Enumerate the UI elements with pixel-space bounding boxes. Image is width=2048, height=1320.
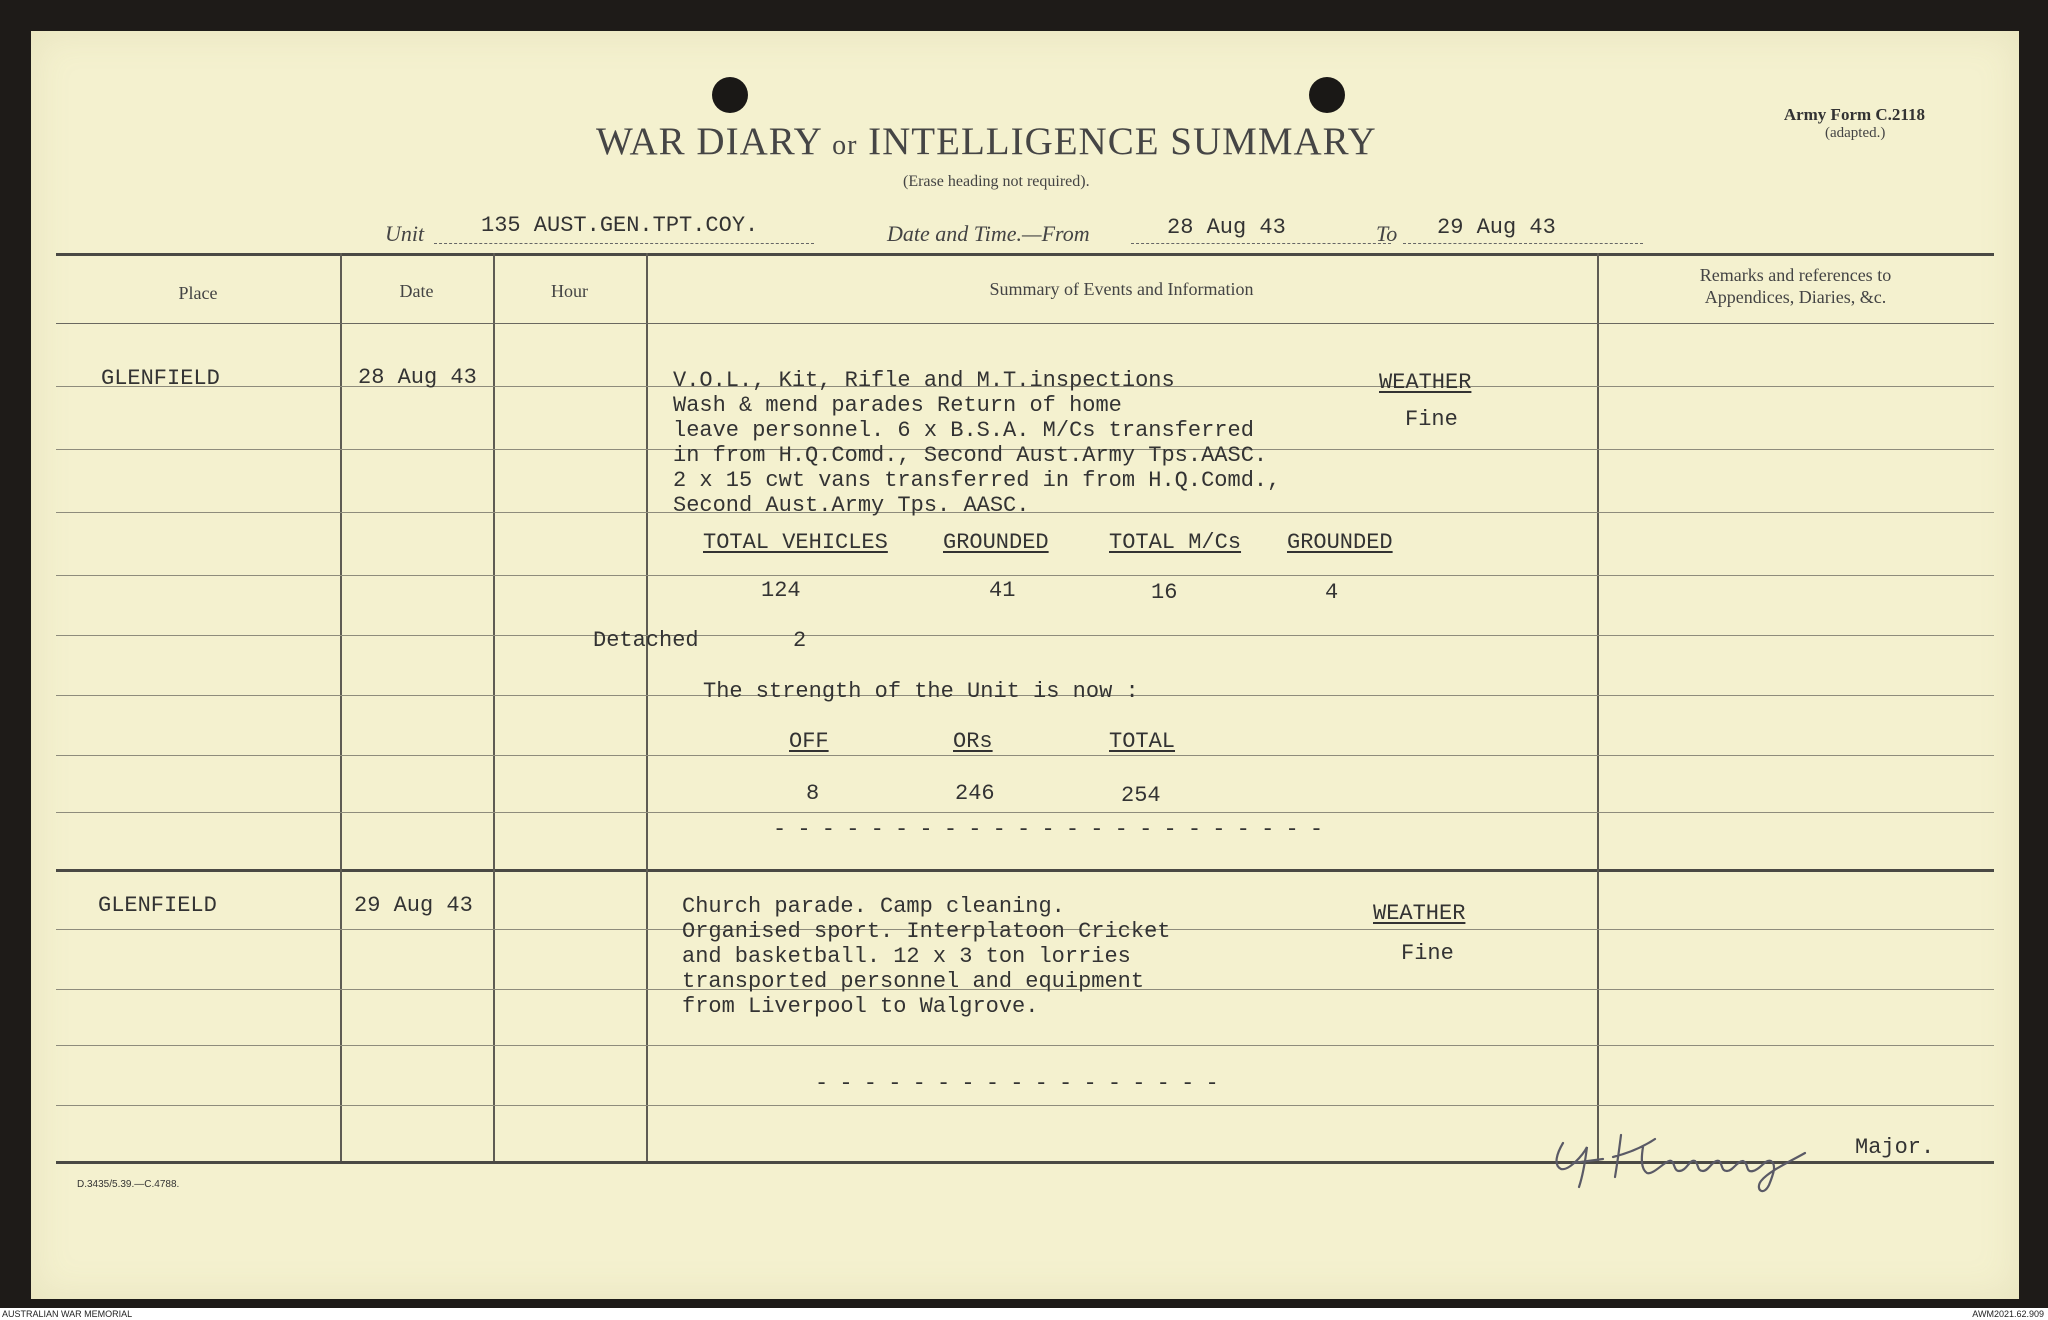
punch-hole-left bbox=[712, 77, 748, 113]
column-header-date: Date bbox=[399, 281, 434, 301]
strength-statement: The strength of the Unit is now : bbox=[703, 679, 1139, 704]
entry2-line: Organised sport. Interplatoon Cricket bbox=[682, 919, 1171, 944]
date-time-label: Date and Time.—From bbox=[887, 221, 1090, 246]
column-divider-date bbox=[493, 253, 495, 1161]
entry2-summary-text bbox=[682, 894, 1170, 1019]
motorcycles-total-header: TOTAL M/Cs bbox=[1109, 530, 1242, 555]
date-to-value: 29 Aug 43 bbox=[1437, 215, 1556, 240]
vehicles-total-header: TOTAL VEHICLES bbox=[703, 530, 888, 555]
entry2-line: transported personnel and equipment bbox=[682, 969, 1145, 994]
unit-value: 135 AUST.GEN.TPT.COY. bbox=[481, 213, 759, 238]
vehicles-grounded-header: GROUNDED bbox=[943, 530, 1049, 555]
vehicles-total-value: 124 bbox=[761, 578, 801, 603]
strength-ors-header: ORs bbox=[953, 729, 993, 754]
entry2-weather-label: WEATHER bbox=[1373, 901, 1466, 926]
signature-rank: Major. bbox=[1855, 1135, 1935, 1160]
entry1-place: GLENFIELD bbox=[101, 366, 220, 391]
strength-total-value: 254 bbox=[1121, 783, 1161, 808]
erase-heading-note: (Erase heading not required). bbox=[903, 173, 1090, 190]
strength-ors-value: 246 bbox=[955, 781, 995, 806]
form-print-code: D.3435/5.39.—C.4788. bbox=[77, 1179, 180, 1190]
date-from-value: 28 Aug 43 bbox=[1167, 215, 1286, 240]
entry2-weather-value: Fine bbox=[1401, 941, 1454, 966]
war-diary-sheet bbox=[31, 31, 2019, 1299]
table-middle-border bbox=[56, 869, 1994, 872]
motorcycles-total-value: 16 bbox=[1151, 580, 1178, 605]
strength-officers-header: OFF bbox=[789, 729, 829, 754]
title-or: or bbox=[832, 130, 858, 161]
motorcycles-grounded-value: 4 bbox=[1325, 580, 1339, 605]
column-divider-place bbox=[340, 253, 342, 1161]
entry2-line: from Liverpool to Walgrove. bbox=[682, 994, 1039, 1019]
entry2-separator: - - - - - - - - - - - - - - - - - bbox=[815, 1071, 1218, 1096]
entry1-weather-value: Fine bbox=[1405, 407, 1458, 432]
column-divider-hour bbox=[646, 253, 648, 1161]
title-war-diary: WAR DIARY bbox=[596, 120, 822, 163]
punch-hole-right bbox=[1309, 77, 1345, 113]
page-title bbox=[596, 119, 1377, 164]
entry1-separator: - - - - - - - - - - - - - - - - - - - - - - - bbox=[773, 817, 1323, 842]
column-header-remarks-line1: Remarks and references to bbox=[1699, 265, 1892, 285]
title-intelligence-summary: INTELLIGENCE SUMMARY bbox=[868, 120, 1377, 163]
archive-credit: AUSTRALIAN WAR MEMORIAL bbox=[2, 1309, 133, 1319]
motorcycles-grounded-header: GROUNDED bbox=[1287, 530, 1393, 555]
column-header-hour: Hour bbox=[551, 281, 588, 301]
column-header-remarks-line2: Appendices, Diaries, &c. bbox=[1704, 287, 1887, 307]
entry1-summary-text bbox=[673, 368, 1280, 518]
entry1-line: in from H.Q.Comd., Second Aust.Army Tps.AASC. bbox=[673, 443, 1268, 468]
entry1-line: Wash & mend parades Return of home bbox=[673, 393, 1122, 418]
entry2-place: GLENFIELD bbox=[98, 893, 217, 918]
entry2-line: Church parade. Camp cleaning. bbox=[682, 894, 1065, 919]
entry1-date: 28 Aug 43 bbox=[358, 365, 477, 390]
detached-label: Detached bbox=[593, 628, 699, 653]
strength-officers-value: 8 bbox=[806, 781, 820, 806]
army-form-adapted: (adapted.) bbox=[1825, 125, 1886, 141]
entry2-date: 29 Aug 43 bbox=[354, 893, 473, 918]
entry1-line: Second Aust.Army Tps. AASC. bbox=[673, 493, 1030, 518]
army-form-number: Army Form C.2118 bbox=[1783, 105, 1925, 124]
entry1-line: V.O.L., Kit, Rifle and M.T.inspections bbox=[673, 368, 1175, 393]
unit-label: Unit bbox=[385, 221, 425, 246]
vehicles-grounded-value: 41 bbox=[989, 578, 1016, 603]
detached-value: 2 bbox=[793, 628, 807, 653]
archive-accession-number: AWM2021.62.909 bbox=[1972, 1309, 2044, 1319]
table-top-border bbox=[56, 253, 1994, 256]
column-header-summary: Summary of Events and Information bbox=[989, 279, 1254, 299]
entry1-weather-label: WEATHER bbox=[1379, 370, 1472, 395]
entry1-line: 2 x 15 cwt vans transferred in from H.Q.Comd., bbox=[673, 468, 1281, 493]
date-to-label: To bbox=[1376, 221, 1398, 246]
officer-signature bbox=[1543, 1113, 1883, 1199]
entry2-line: and basketball. 12 x 3 ton lorries bbox=[682, 944, 1131, 969]
entry1-line: leave personnel. 6 x B.S.A. M/Cs transferred bbox=[673, 418, 1254, 443]
column-header-place: Place bbox=[178, 283, 218, 303]
column-divider-summary bbox=[1597, 253, 1599, 1161]
header-bottom-line bbox=[56, 323, 1994, 324]
strength-total-header: TOTAL bbox=[1109, 729, 1176, 754]
